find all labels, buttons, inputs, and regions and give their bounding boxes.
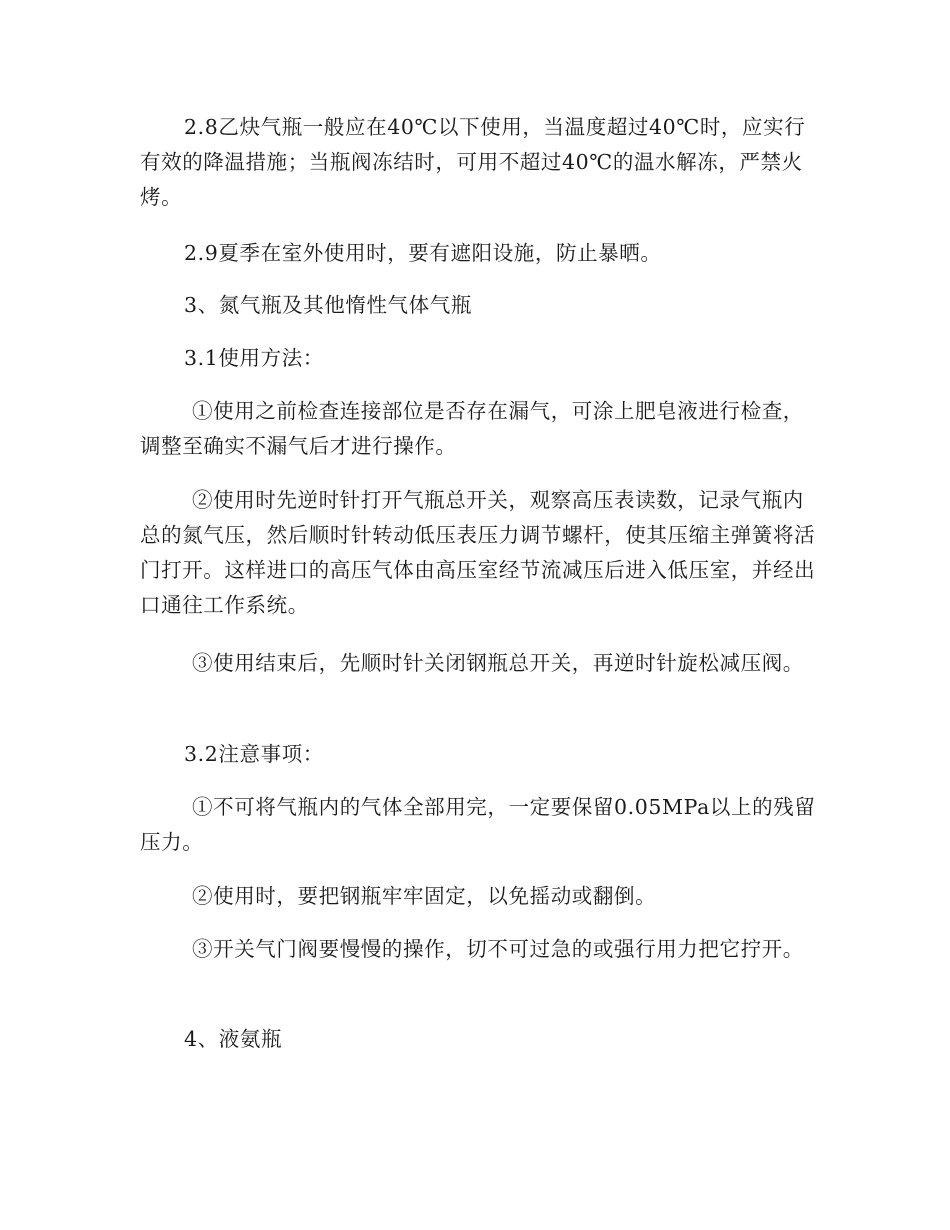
paragraph-step-1: ①使用之前检查连接部位是否存在漏气，可涂上肥皂液进行检查，调整至确实不漏气后才进行操作。 [140, 399, 804, 458]
paragraph-step-3: ③使用结束后，先顺时针关闭钢瓶总开关，再逆时针旋松减压阀。 [192, 651, 804, 675]
heading-3-2: 3.2注意事项： [184, 742, 324, 766]
heading-section-4: 4、液氨瓶 [184, 1027, 283, 1051]
paragraph-2-8: 2.8乙炔气瓶一般应在40℃以下使用，当温度超过40℃时，应实行有效的降温措施；当瓶阀冻结时，可用不超过40℃的温水解冻，严禁火烤。 [140, 115, 806, 209]
heading-section-3: 3、氮气瓶及其他惰性气体气瓶 [184, 293, 472, 317]
paragraph-note-2: ②使用时，要把钢瓶牢牢固定，以免摇动或翻倒。 [192, 884, 657, 908]
paragraph-note-1: ①不可将气瓶内的气体全部用完，一定要保留0.05MPa以上的残留压力。 [140, 795, 816, 854]
heading-3-1: 3.1使用方法： [184, 346, 324, 370]
paragraph-note-3: ③开关气门阀要慢慢的操作，切不可过急的或强行用力把它拧开。 [192, 937, 804, 961]
paragraph-2-9: 2.9夏季在室外使用时，要有遮阳设施，防止暴晒。 [184, 241, 662, 265]
paragraph-step-2: ②使用时先逆时针打开气瓶总开关，观察高压表读数，记录气瓶内总的氮气压，然后顺时针转动低压表压力调节螺杆，使其压缩主弹簧将活门打开。这样进口的高压气体由高压室经节流减压后进入低压室，并经出口通往工作系统。 [140, 488, 816, 617]
